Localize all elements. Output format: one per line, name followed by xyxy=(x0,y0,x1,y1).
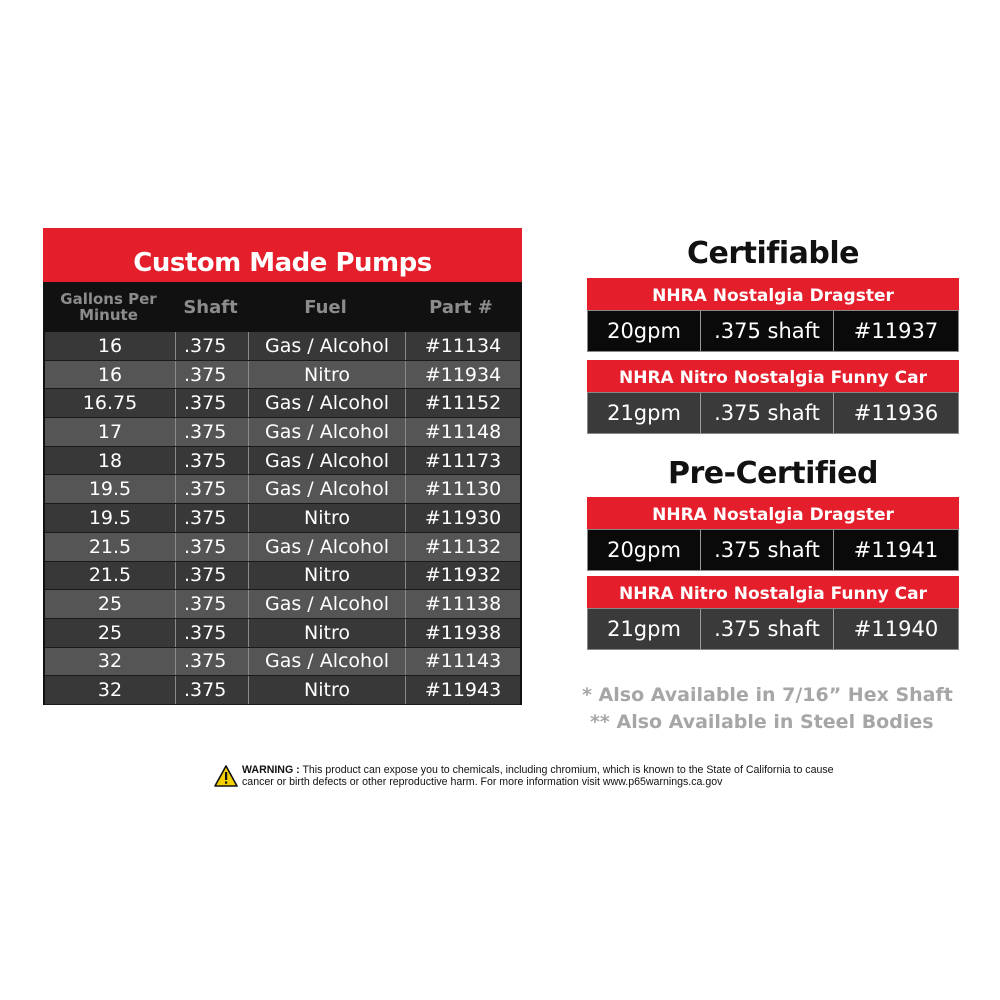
card-label: NHRA Nitro Nostalgia Funny Car xyxy=(587,576,959,608)
cell-part: #11173 xyxy=(424,449,502,472)
cell-fuel: Nitro xyxy=(249,504,406,532)
card-shaft: .375 shaft xyxy=(701,530,834,570)
cell-part: #11143 xyxy=(424,650,502,673)
card-row xyxy=(587,529,959,571)
table-row xyxy=(45,447,520,476)
cell-part: #11938 xyxy=(424,621,502,644)
cell-shaft: .375 xyxy=(176,418,249,446)
cell-part: #11932 xyxy=(424,564,502,587)
table-row xyxy=(45,648,520,677)
card-row xyxy=(587,310,959,352)
header-fuel: Fuel xyxy=(304,296,347,318)
cell-part: #11934 xyxy=(424,363,502,386)
card-label: NHRA Nostalgia Dragster xyxy=(587,497,959,529)
cell-gpm: 16.75 xyxy=(45,389,176,417)
card-label: NHRA Nostalgia Dragster xyxy=(587,278,959,310)
cell-shaft: .375 xyxy=(176,332,249,360)
cell-fuel: Nitro xyxy=(249,361,406,389)
cell-fuel: Gas / Alcohol xyxy=(249,648,406,676)
card-part: #11940 xyxy=(853,617,939,641)
certifiable-title: Certifiable xyxy=(687,236,859,271)
card-gpm: 21gpm xyxy=(588,393,701,433)
cell-fuel: Gas / Alcohol xyxy=(249,332,406,360)
table-row xyxy=(45,590,520,619)
warning-text xyxy=(242,764,854,788)
card-part: #11941 xyxy=(853,538,939,562)
custom-pumps-header xyxy=(43,282,522,332)
card-gpm: 20gpm xyxy=(588,311,701,351)
note-hex-shaft: * Also Available in 7/16” Hex Shaft xyxy=(582,684,953,706)
card-gpm: 21gpm xyxy=(588,609,701,649)
table-row xyxy=(45,504,520,533)
card-gpm: 20gpm xyxy=(588,530,701,570)
cell-gpm: 16 xyxy=(45,361,176,389)
card-row xyxy=(587,392,959,434)
header-shaft: Shaft xyxy=(183,296,238,318)
cell-shaft: .375 xyxy=(176,361,249,389)
cell-gpm: 21.5 xyxy=(45,533,176,561)
cell-fuel: Gas / Alcohol xyxy=(249,447,406,475)
cell-fuel: Gas / Alcohol xyxy=(249,475,406,503)
table-row xyxy=(45,361,520,390)
cell-gpm: 32 xyxy=(45,676,176,704)
certifiable-card-dragster xyxy=(587,278,959,352)
header-gpm: Gallons Per Minute xyxy=(60,290,157,324)
cell-fuel: Nitro xyxy=(249,676,406,704)
cell-fuel: Gas / Alcohol xyxy=(249,418,406,446)
cell-gpm: 25 xyxy=(45,590,176,618)
table-row xyxy=(45,533,520,562)
cell-part: #11134 xyxy=(424,334,502,357)
cell-shaft: .375 xyxy=(176,619,249,647)
cell-shaft: .375 xyxy=(176,562,249,590)
cell-part: #11152 xyxy=(424,392,502,415)
cell-part: #11132 xyxy=(424,535,502,558)
table-row xyxy=(45,619,520,648)
cell-gpm: 18 xyxy=(45,447,176,475)
cell-gpm: 19.5 xyxy=(45,475,176,503)
card-shaft: .375 shaft xyxy=(701,609,834,649)
cell-shaft: .375 xyxy=(176,447,249,475)
table-row xyxy=(45,475,520,504)
card-shaft: .375 shaft xyxy=(701,393,834,433)
cell-part: #11130 xyxy=(424,478,502,501)
cell-shaft: .375 xyxy=(176,676,249,704)
custom-pumps-title: Custom Made Pumps xyxy=(43,228,522,282)
warning-body: This product can expose you to chemicals, including chromium, which is known to the State of California to cause cancer or birth defects or other reproductive harm. For more information visit www.p65warnings.ca.gov xyxy=(242,764,834,788)
table-row xyxy=(45,389,520,418)
cell-gpm: 21.5 xyxy=(45,562,176,590)
cell-fuel: Gas / Alcohol xyxy=(249,389,406,417)
cell-part: #11930 xyxy=(424,506,502,529)
cell-gpm: 17 xyxy=(45,418,176,446)
table-row xyxy=(45,676,520,705)
card-shaft: .375 shaft xyxy=(701,311,834,351)
cell-fuel: Gas / Alcohol xyxy=(249,533,406,561)
cell-fuel: Nitro xyxy=(249,562,406,590)
cell-part: #11943 xyxy=(424,679,502,702)
cell-gpm: 19.5 xyxy=(45,504,176,532)
card-part: #11936 xyxy=(853,401,939,425)
pre-certified-title: Pre-Certified xyxy=(667,456,879,491)
cell-part: #11148 xyxy=(424,420,502,443)
certifiable-card-funny-car xyxy=(587,360,959,434)
table-row xyxy=(45,562,520,591)
cell-gpm: 32 xyxy=(45,648,176,676)
table-row xyxy=(45,418,520,447)
warning-icon xyxy=(214,765,238,787)
cell-fuel: Gas / Alcohol xyxy=(249,590,406,618)
cell-gpm: 16 xyxy=(45,332,176,360)
note-steel-bodies: ** Also Available in Steel Bodies xyxy=(590,711,934,733)
header-part: Part # xyxy=(429,296,493,318)
card-row xyxy=(587,608,959,650)
prop65-warning xyxy=(214,764,854,788)
warning-label: WARNING : xyxy=(242,764,300,776)
cell-gpm: 25 xyxy=(45,619,176,647)
cell-shaft: .375 xyxy=(176,504,249,532)
cell-shaft: .375 xyxy=(176,475,249,503)
cell-shaft: .375 xyxy=(176,590,249,618)
cell-fuel: Nitro xyxy=(249,619,406,647)
custom-pumps-table xyxy=(43,228,522,705)
custom-pumps-body xyxy=(43,332,522,705)
pre-certified-card-funny-car xyxy=(587,576,959,650)
pre-certified-card-dragster xyxy=(587,497,959,571)
cell-shaft: .375 xyxy=(176,533,249,561)
table-row xyxy=(45,332,520,361)
cell-part: #11138 xyxy=(424,593,502,616)
card-part: #11937 xyxy=(853,319,939,343)
cell-shaft: .375 xyxy=(176,648,249,676)
cell-shaft: .375 xyxy=(176,389,249,417)
card-label: NHRA Nitro Nostalgia Funny Car xyxy=(587,360,959,392)
